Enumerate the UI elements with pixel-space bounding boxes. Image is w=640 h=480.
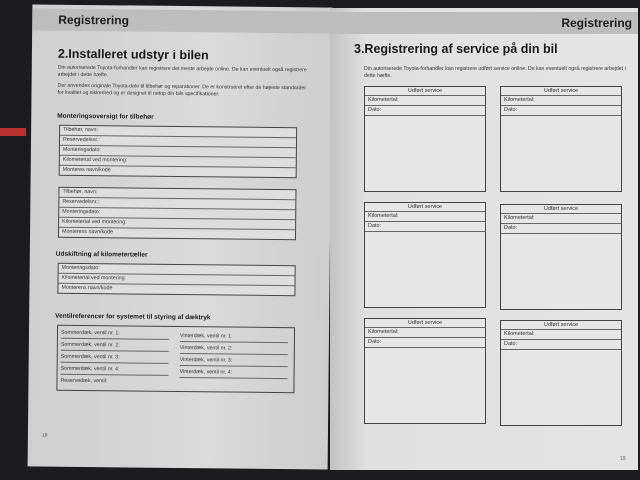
- date-field[interactable]: Dato:: [501, 224, 621, 234]
- mileage-field[interactable]: Kilometertal:: [501, 214, 621, 224]
- left-title: 2.Installeret udstyr i bilen: [57, 46, 209, 63]
- right-header: Registrering: [330, 12, 638, 34]
- tyre-field[interactable]: Sommerdæk, ventil nr. 1:: [61, 329, 169, 340]
- tyre-field[interactable]: Reservedæk, ventil:: [60, 377, 108, 385]
- field-row[interactable]: Kilometertal ved montering:: [60, 156, 296, 168]
- tyre-field[interactable]: Sommerdæk, ventil nr. 3:: [61, 353, 169, 364]
- field-row[interactable]: Monteres navn/kode: [62, 166, 111, 174]
- service-box[interactable]: [364, 86, 486, 192]
- date-field[interactable]: Dato:: [501, 340, 621, 350]
- service-box[interactable]: [500, 86, 622, 192]
- right-title: 3.Registrering af service på din bil: [354, 42, 558, 56]
- field-row[interactable]: Reservedelsnr.:: [60, 136, 296, 148]
- date-field[interactable]: Dato:: [501, 106, 621, 116]
- right-page: [330, 8, 638, 470]
- odometer-heading: Udskiftning af kilometertæller: [55, 250, 148, 259]
- tpms-box: [56, 325, 295, 393]
- left-parts-text: Der anvendes originale Toyota-dele til tilbehør og reparationer. De er konstrueret efter de højeste standarder for kvalitet og sikkerhed og er designet til netop din bils specifikationer.: [57, 82, 307, 98]
- tyre-field[interactable]: Vinterdæk, ventil nr. 3:: [180, 356, 288, 367]
- tyre-field[interactable]: Vinterdæk, ventil nr. 4:: [180, 368, 288, 379]
- mileage-field[interactable]: Kilometertal:: [501, 330, 621, 340]
- service-box[interactable]: [364, 318, 486, 424]
- left-header: Registrering: [32, 8, 332, 33]
- right-intro: Din autoriserede Toyota-forhandler kan registrere udført service online. De kan eventuelt også registrere arbejdet i dette hæfte.: [364, 66, 626, 79]
- page-number-left: 18: [41, 432, 48, 439]
- field-row[interactable]: Kilometertal ved montering:: [59, 218, 295, 230]
- odometer-box: [57, 263, 295, 296]
- tyre-field[interactable]: Sommerdæk, ventil nr. 2:: [61, 341, 169, 352]
- tyre-field[interactable]: Vinterdæk, ventil nr. 1:: [180, 332, 288, 343]
- tyre-field[interactable]: Sommerdæk, ventil nr. 4:: [61, 365, 169, 376]
- date-field[interactable]: Dato:: [365, 338, 485, 348]
- mileage-field[interactable]: Kilometertal:: [501, 96, 621, 106]
- service-title: Udført service: [501, 87, 621, 96]
- field-row[interactable]: Monteringsdato:: [59, 264, 295, 276]
- red-tab: [0, 128, 26, 136]
- accessory-heading: Monteringsoversigt for tilbehør: [57, 112, 154, 121]
- service-title: Udført service: [365, 87, 485, 96]
- date-field[interactable]: Dato:: [365, 106, 485, 116]
- service-box[interactable]: [364, 202, 486, 308]
- service-title: Udført service: [501, 205, 621, 214]
- mileage-field[interactable]: Kilometertal:: [365, 328, 485, 338]
- service-box[interactable]: [500, 204, 622, 310]
- tpms-heading: Ventilreferencer for systemet til styring af dæktryk: [55, 312, 211, 322]
- tyre-field[interactable]: Vinterdæk, ventil nr. 2:: [180, 344, 288, 355]
- field-row[interactable]: Tilbehør, navn:: [60, 126, 296, 138]
- mileage-field[interactable]: Kilometertal:: [365, 212, 485, 222]
- field-row[interactable]: Kilometertal ved montering:: [59, 274, 295, 286]
- field-row[interactable]: Monteringsdato:: [60, 146, 296, 158]
- page-number-right: 19: [620, 456, 626, 462]
- field-row[interactable]: Reservedelsnr.:: [59, 198, 295, 210]
- service-title: Udført service: [365, 203, 485, 212]
- field-row[interactable]: Monteringsdato:: [59, 208, 295, 220]
- service-box[interactable]: [500, 320, 622, 426]
- field-row[interactable]: Tilbehør, navn:: [59, 188, 295, 200]
- left-intro: Din autoriserede Toyota-forhandler kan registrere det meste arbejde online. De kan eventuelt også registrere arbejdet i dette hæfte.: [57, 64, 307, 79]
- field-row[interactable]: Monterens navn/kode: [61, 284, 113, 292]
- service-title: Udført service: [365, 319, 485, 328]
- left-page: [28, 4, 333, 469]
- date-field[interactable]: Dato:: [365, 222, 485, 232]
- field-row[interactable]: Monterens navn/kode: [62, 228, 114, 236]
- mileage-field[interactable]: Kilometertal:: [365, 96, 485, 106]
- service-title: Udført service: [501, 321, 621, 330]
- accessory-box-1: [59, 125, 298, 178]
- accessory-box-2: [58, 187, 297, 240]
